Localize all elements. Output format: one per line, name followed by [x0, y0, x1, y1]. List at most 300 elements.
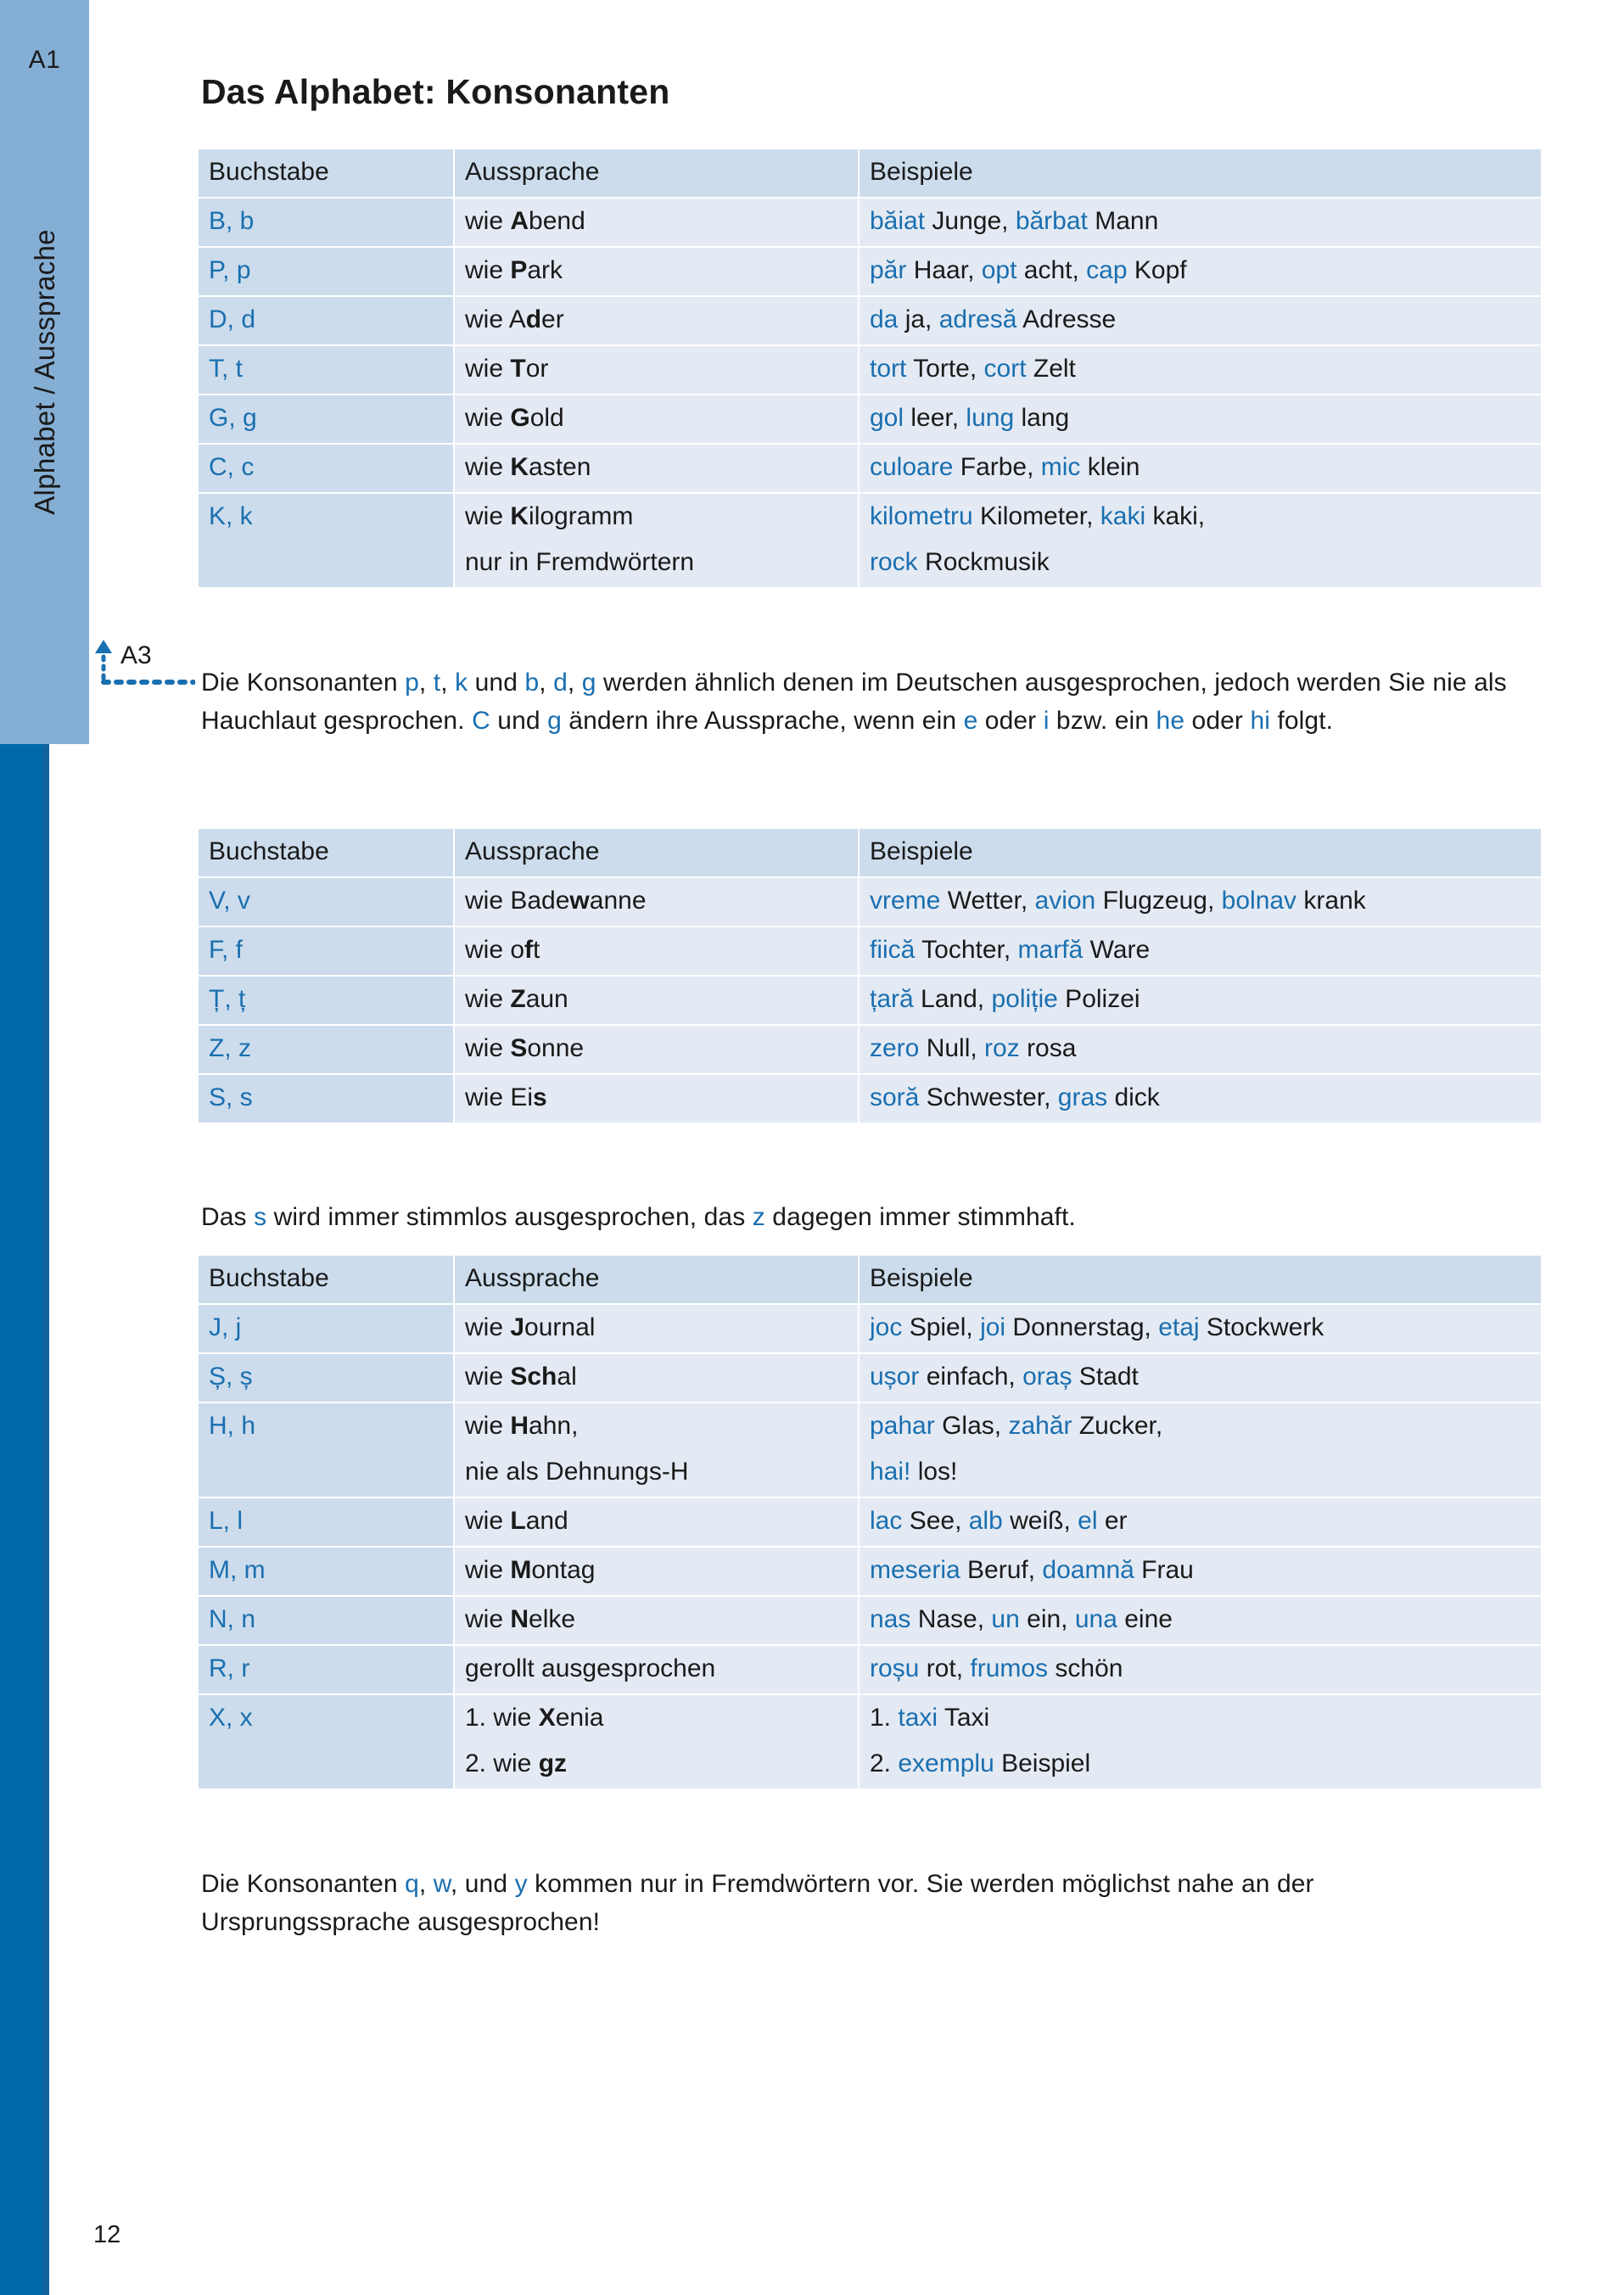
german-gloss: Die Konsonanten [201, 669, 406, 697]
cell-letter: H, h [199, 1403, 453, 1497]
romanian-word: adresă [938, 305, 1017, 333]
cell-examples [860, 878, 1541, 926]
pronunciation-line: wie Land [465, 1507, 568, 1535]
cell-examples [860, 445, 1541, 492]
german-gloss: Zucker, [1072, 1412, 1163, 1440]
table-row [199, 1695, 1541, 1788]
col-header-pronunciation: Aussprache [455, 829, 858, 876]
pronunciation-line: wie Abend [465, 207, 585, 235]
romanian-word: roșu [870, 1654, 920, 1682]
romanian-word: lung [966, 404, 1015, 432]
german-gloss: dick [1107, 1083, 1160, 1111]
german-gloss: Torte, [906, 355, 984, 383]
example-line [870, 1034, 1076, 1062]
example-line [870, 1704, 989, 1732]
romanian-word: s [254, 1203, 267, 1231]
cell-examples [860, 494, 1541, 587]
cell-letter: F, f [199, 927, 453, 975]
cell-examples [860, 1354, 1541, 1402]
pronunciation-highlight: Z [510, 985, 526, 1013]
romanian-word: y [514, 1870, 528, 1898]
cell-letter: X, x [199, 1695, 453, 1788]
german-gloss: rosa [1019, 1034, 1077, 1062]
table-row [199, 1075, 1541, 1122]
romanian-word: băiat [870, 207, 926, 235]
pronunciation-highlight: N [510, 1605, 529, 1633]
pronunciation-line: wie Hahn, [465, 1412, 579, 1440]
german-gloss: Rockmusik [917, 548, 1050, 576]
german-gloss: Nase, [910, 1605, 992, 1633]
pronunciation-line: gerollt ausgesprochen [465, 1654, 716, 1682]
pronunciation-highlight: S [510, 1034, 528, 1062]
consonant-table-1 [197, 148, 1543, 589]
german-gloss: einfach, [919, 1363, 1023, 1391]
german-gloss: Taxi [938, 1704, 990, 1732]
example-line [870, 1654, 1123, 1682]
romanian-word: zero [870, 1034, 920, 1062]
german-gloss: leer, [904, 404, 966, 432]
german-gloss: und [490, 707, 548, 735]
cell-examples [860, 346, 1541, 394]
cell-examples [860, 395, 1541, 443]
pronunciation-line: wie Zaun [465, 985, 568, 1013]
romanian-word: bărbat [1015, 207, 1088, 235]
col-header-examples: Beispiele [860, 1256, 1541, 1303]
col-header-letter: Buchstabe [199, 1256, 453, 1303]
example-line [870, 936, 1150, 964]
table-row [199, 395, 1541, 443]
german-gloss: kommen nur in Fremdwörtern vor. Sie werden möglichst nahe an der Ursprungssprache ausgesprochen! [201, 1870, 1314, 1936]
pronunciation-line: wie Park [465, 256, 563, 284]
example-line [870, 305, 1116, 333]
table-row [199, 445, 1541, 492]
example-line [870, 453, 1140, 481]
romanian-word: hai! [870, 1458, 911, 1486]
cell-pronunciation [455, 248, 858, 295]
example-line-2 [870, 547, 1531, 578]
romanian-word: soră [870, 1083, 920, 1111]
romanian-word: oraș [1022, 1363, 1072, 1391]
romanian-word: vreme [870, 887, 941, 915]
pronunciation-line: wie Nelke [465, 1605, 576, 1633]
romanian-word: C [472, 707, 490, 735]
pronunciation-line: wie Journal [465, 1313, 596, 1341]
table-row [199, 1597, 1541, 1644]
german-gloss: kaki, [1145, 502, 1206, 530]
cell-letter: L, l [199, 1498, 453, 1546]
german-gloss: Junge, [925, 207, 1016, 235]
cell-letter: M, m [199, 1548, 453, 1595]
romanian-word: w [433, 1870, 451, 1898]
romanian-word: gras [1057, 1083, 1108, 1111]
col-header-letter: Buchstabe [199, 829, 453, 876]
german-gloss: werden ähnlich denen im Deutschen ausgesprochen, jedoch werden Sie nie als Hauchlaut gesprochen. [201, 669, 1507, 735]
table-row [199, 248, 1541, 295]
pronunciation-line: wie Kasten [465, 453, 591, 481]
cell-pronunciation [455, 1026, 858, 1073]
cell-pronunciation [455, 1354, 858, 1402]
german-gloss: Tochter, [915, 936, 1018, 964]
romanian-word: una [1074, 1605, 1117, 1633]
german-gloss: krank [1296, 887, 1366, 915]
german-gloss: weiß, [1002, 1507, 1078, 1535]
consonant-table-3 [197, 1254, 1543, 1790]
cell-letter: K, k [199, 494, 453, 587]
romanian-word: doamnă [1042, 1556, 1134, 1584]
cell-pronunciation [455, 878, 858, 926]
romanian-word: culoare [870, 453, 954, 481]
table-row [199, 1305, 1541, 1352]
german-gloss: Das [201, 1203, 255, 1231]
pronunciation-line-2: nie als Dehnungs-H [465, 1458, 689, 1486]
romanian-word: e [963, 707, 978, 735]
paragraph-s-z-note [201, 1198, 1537, 1236]
cell-letter: G, g [199, 395, 453, 443]
german-gloss: oder [1184, 707, 1251, 735]
table-row [199, 346, 1541, 394]
page-title: Das Alphabet: Konsonanten [201, 72, 670, 112]
cell-letter: J, j [199, 1305, 453, 1352]
german-gloss: Stadt [1072, 1363, 1139, 1391]
romanian-word: lac [870, 1507, 903, 1535]
german-gloss: Beispiel [994, 1749, 1091, 1777]
table-row [199, 977, 1541, 1024]
romanian-word: z [752, 1203, 765, 1231]
german-gloss: rot, [919, 1654, 971, 1682]
example-line [870, 1313, 1324, 1341]
german-gloss: Mann [1087, 207, 1159, 235]
cell-letter: N, n [199, 1597, 453, 1644]
cell-pronunciation [455, 1548, 858, 1595]
cell-letter: S, s [199, 1075, 453, 1122]
german-gloss: ja, [898, 305, 939, 333]
cell-examples [860, 1695, 1541, 1788]
cell-pronunciation [455, 1498, 858, 1546]
romanian-word: alb [968, 1507, 1003, 1535]
german-gloss: Farbe, [953, 453, 1041, 481]
table-row [199, 1354, 1541, 1402]
german-gloss: Kopf [1127, 256, 1187, 284]
german-gloss: Haar, [906, 256, 982, 284]
romanian-word: exemplu [898, 1749, 994, 1777]
col-header-pronunciation: Aussprache [455, 1256, 858, 1303]
pronunciation-highlight: T [510, 355, 526, 383]
cell-pronunciation [455, 1646, 858, 1693]
romanian-word: etaj [1158, 1313, 1200, 1341]
cell-pronunciation [455, 1597, 858, 1644]
cell-letter: D, d [199, 297, 453, 344]
cell-examples [860, 1075, 1541, 1122]
table-row [199, 1646, 1541, 1693]
pronunciation-line: wie Badewanne [465, 887, 647, 915]
romanian-word: bolnav [1221, 887, 1297, 915]
german-gloss: Glas, [934, 1412, 1009, 1440]
romanian-word: avion [1034, 887, 1096, 915]
romanian-word: fiică [870, 936, 916, 964]
table-header-row [199, 829, 1541, 876]
cell-examples [860, 1498, 1541, 1546]
romanian-word: i [1043, 707, 1050, 735]
table-row [199, 199, 1541, 246]
romanian-word: păr [870, 256, 907, 284]
example-line [870, 1556, 1194, 1584]
german-gloss: ändern ihre Aussprache, wenn ein [561, 707, 964, 735]
pronunciation-highlight: J [510, 1313, 525, 1341]
table-row [199, 1548, 1541, 1595]
cell-examples [860, 927, 1541, 975]
example-line [870, 355, 1076, 383]
table-header-row [199, 1256, 1541, 1303]
german-gloss: 1. [870, 1704, 899, 1732]
romanian-word: he [1156, 707, 1185, 735]
german-gloss: Flugzeug, [1095, 887, 1222, 915]
col-header-letter: Buchstabe [199, 149, 453, 197]
table-row [199, 1026, 1541, 1073]
german-gloss: , [539, 669, 554, 697]
romanian-word: k [455, 669, 468, 697]
german-gloss: Beruf, [960, 1556, 1043, 1584]
example-line [870, 404, 1069, 432]
german-gloss: , und [450, 1870, 515, 1898]
pronunciation-line: wie Schal [465, 1363, 577, 1391]
cell-letter: C, c [199, 445, 453, 492]
pronunciation-highlight: P [510, 256, 528, 284]
romanian-word: țară [870, 985, 914, 1013]
german-gloss: acht, [1016, 256, 1087, 284]
cell-examples [860, 1597, 1541, 1644]
cell-examples [860, 199, 1541, 246]
cell-examples [860, 1646, 1541, 1693]
pronunciation-line: wie Kilogramm [465, 502, 634, 530]
table-header-row [199, 149, 1541, 197]
pronunciation-highlight: s [533, 1083, 547, 1111]
table-row [199, 494, 1541, 587]
col-header-examples: Beispiele [860, 829, 1541, 876]
cell-pronunciation [455, 927, 858, 975]
cell-pronunciation [455, 1075, 858, 1122]
cell-pronunciation [455, 494, 858, 587]
example-line-2 [870, 1457, 1531, 1487]
cell-pronunciation [455, 977, 858, 1024]
pronunciation-highlight: G [510, 404, 530, 432]
romanian-word: d [553, 669, 568, 697]
romanian-word: p [405, 669, 419, 697]
cell-examples [860, 1548, 1541, 1595]
cell-letter: T, t [199, 346, 453, 394]
romanian-word: kaki [1100, 502, 1146, 530]
romanian-word: joi [980, 1313, 1006, 1341]
german-gloss: oder [977, 707, 1044, 735]
col-header-examples: Beispiele [860, 149, 1541, 197]
romanian-word: b [524, 669, 540, 697]
cell-letter: Ț, ț [199, 977, 453, 1024]
romanian-word: da [870, 305, 899, 333]
romanian-word: nas [870, 1605, 911, 1633]
example-line [870, 1412, 1162, 1440]
german-gloss: Spiel, [902, 1313, 981, 1341]
german-gloss: Null, [919, 1034, 985, 1062]
romanian-word: joc [870, 1313, 903, 1341]
romanian-word: g [547, 707, 562, 735]
german-gloss: Ware [1083, 936, 1151, 964]
pronunciation-line: 1. wie Xenia [465, 1704, 604, 1732]
cell-letter: B, b [199, 199, 453, 246]
pronunciation-line: wie Sonne [465, 1034, 585, 1062]
cell-examples [860, 297, 1541, 344]
german-gloss: , [440, 669, 456, 697]
cell-examples [860, 1403, 1541, 1497]
german-gloss: , [418, 669, 434, 697]
page-number: 12 [93, 2221, 121, 2248]
example-line [870, 207, 1158, 235]
german-gloss: Donnerstag, [1005, 1313, 1159, 1341]
table-row [199, 878, 1541, 926]
consonant-table-2 [197, 827, 1543, 1124]
paragraph-foreign-letters-note [201, 1865, 1512, 1941]
example-line-2 [870, 1749, 1531, 1779]
german-gloss: Schwester, [919, 1083, 1058, 1111]
example-line [870, 985, 1140, 1013]
cell-letter: Z, z [199, 1026, 453, 1073]
example-line [870, 1083, 1160, 1111]
german-gloss: Land, [913, 985, 992, 1013]
romanian-word: cort [983, 355, 1027, 383]
german-gloss: ein, [1019, 1605, 1075, 1633]
cell-pronunciation [455, 297, 858, 344]
table-row [199, 297, 1541, 344]
romanian-word: roz [984, 1034, 1020, 1062]
german-gloss: schön [1048, 1654, 1123, 1682]
cell-letter: V, v [199, 878, 453, 926]
romanian-word: taxi [898, 1704, 938, 1732]
pronunciation-line: wie Gold [465, 404, 564, 432]
cell-pronunciation [455, 1305, 858, 1352]
cell-letter: Ș, ș [199, 1354, 453, 1402]
romanian-word: zahăr [1008, 1412, 1072, 1440]
german-gloss: Adresse [1016, 305, 1117, 333]
example-line [870, 1363, 1139, 1391]
german-gloss: Stockwerk [1199, 1313, 1324, 1341]
german-gloss: Wetter, [940, 887, 1035, 915]
german-gloss: los! [910, 1458, 958, 1486]
romanian-word: q [405, 1870, 419, 1898]
table-body [199, 199, 1541, 587]
pronunciation-highlight: L [510, 1507, 526, 1535]
romanian-word: el [1078, 1507, 1098, 1535]
pronunciation-highlight: gz [538, 1749, 568, 1777]
cell-pronunciation [455, 199, 858, 246]
german-gloss: , [567, 669, 582, 697]
german-gloss: er [1097, 1507, 1128, 1535]
romanian-word: hi [1250, 707, 1271, 735]
pronunciation-line: wie Eis [465, 1083, 547, 1111]
table-body [199, 1305, 1541, 1788]
cell-examples [860, 248, 1541, 295]
table-body [199, 878, 1541, 1122]
example-line [870, 1605, 1173, 1633]
cell-examples [860, 977, 1541, 1024]
pronunciation-highlight: M [510, 1556, 532, 1584]
example-line [870, 256, 1187, 284]
example-line [870, 887, 1366, 915]
cell-pronunciation [455, 445, 858, 492]
pronunciation-line-2: nur in Fremdwörtern [465, 548, 695, 576]
cell-pronunciation [455, 346, 858, 394]
pronunciation-highlight: w [569, 887, 590, 915]
romanian-word: marfă [1017, 936, 1084, 964]
chapter-code: A1 [28, 46, 61, 74]
german-gloss: 2. [870, 1749, 899, 1777]
german-gloss: bzw. ein [1049, 707, 1156, 735]
pronunciation-highlight: K [510, 453, 529, 481]
example-line [870, 502, 1205, 530]
romanian-word: pahar [870, 1412, 935, 1440]
paragraph-consonants-note [201, 663, 1537, 740]
pronunciation-line: wie Montag [465, 1556, 596, 1584]
romanian-word: tort [870, 355, 907, 383]
german-gloss: Polizei [1057, 985, 1140, 1013]
table-row [199, 1498, 1541, 1546]
page-spine-inner-line [42, 744, 49, 2295]
pronunciation-highlight: A [510, 207, 529, 235]
cell-letter: P, p [199, 248, 453, 295]
romanian-word: opt [981, 256, 1017, 284]
german-gloss: Zelt [1026, 355, 1076, 383]
cell-pronunciation [455, 1403, 858, 1497]
pronunciation-highlight: K [510, 502, 529, 530]
pronunciation-line-2: 2. wie gz [465, 1749, 568, 1777]
romanian-word: g [581, 669, 596, 697]
cell-pronunciation [455, 1695, 858, 1788]
chapter-label: Alphabet / Aussprache [28, 229, 60, 515]
german-gloss: klein [1080, 453, 1140, 481]
german-gloss: und [468, 669, 525, 697]
chapter-tab [0, 0, 89, 744]
pronunciation-highlight: Sch [510, 1363, 557, 1391]
german-gloss: Frau [1134, 1556, 1194, 1584]
romanian-word: kilometru [870, 502, 973, 530]
pronunciation-highlight: H [510, 1412, 529, 1440]
german-gloss: Kilometer, [972, 502, 1100, 530]
romanian-word: un [991, 1605, 1020, 1633]
german-gloss: lang [1014, 404, 1070, 432]
romanian-word: gol [870, 404, 904, 432]
german-gloss: , [418, 1870, 434, 1898]
cell-examples [860, 1305, 1541, 1352]
pronunciation-highlight: d [525, 305, 542, 333]
german-gloss: eine [1117, 1605, 1173, 1633]
romanian-word: ușor [870, 1363, 920, 1391]
pronunciation-highlight: f [524, 936, 534, 964]
table-row [199, 1403, 1541, 1497]
romanian-word: poliție [991, 985, 1058, 1013]
cell-examples [860, 1026, 1541, 1073]
cell-letter: R, r [199, 1646, 453, 1693]
german-gloss: wird immer stimmlos ausgesprochen, das [266, 1203, 753, 1231]
romanian-word: frumos [970, 1654, 1049, 1682]
pronunciation-line: wie Tor [465, 355, 549, 383]
german-gloss: See, [902, 1507, 969, 1535]
pronunciation-highlight: X [538, 1704, 556, 1732]
romanian-word: rock [870, 548, 918, 576]
task-ref-a3: A3 [120, 641, 152, 669]
german-gloss: folgt. [1270, 707, 1334, 735]
german-gloss: Die Konsonanten [201, 1870, 406, 1898]
example-line [870, 1507, 1128, 1535]
romanian-word: mic [1040, 453, 1081, 481]
german-gloss: dagegen immer stimmhaft. [764, 1203, 1076, 1231]
pronunciation-line: wie Ader [465, 305, 564, 333]
